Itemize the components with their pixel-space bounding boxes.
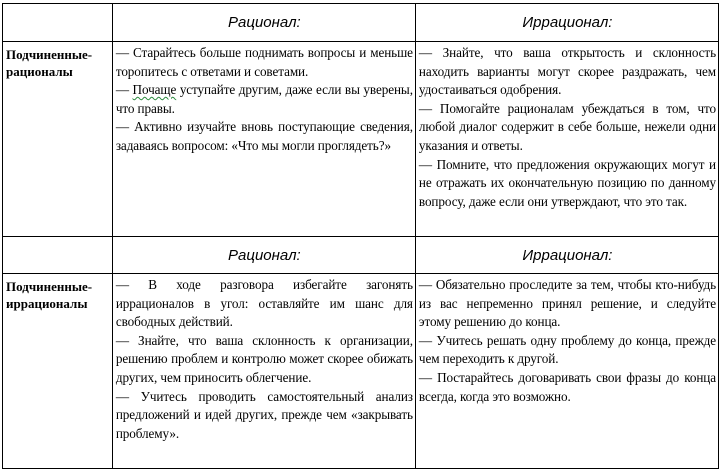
advice-paragraph: — Помните, что предложения окружающих могут и не отражать их окончательную позицию по данному вопросу, даже если они утверждают, что это так. [418,156,716,209]
advice-paragraph: — Знайте, что ваша склонность к организации, решению проблем и контролю может скорее обижать других, чем приносить облегчение. [115,332,413,385]
advice-paragraph: — Учитесь проводить самостоятельный анализ предложений и идей других, прежде чем «закрывать проблему». [115,388,413,441]
header-empty-cell [3,237,113,274]
advice-paragraph: — Помогайте рационалам убеждаться в том, что любой диалог содержит в себе больше, нежели одни указания и ответы. [418,100,716,153]
advice-table [2,3,719,469]
header-rational: Рационал: [112,237,415,274]
table-row [3,274,719,469]
advice-paragraph: — Постарайтесь договаривать свои фразы до конца всегда, когда это возможно. [418,369,716,404]
header-rational: Рационал: [112,4,415,42]
row-label-subordinate-irrationals: Подчиненные-иррационалы [3,274,113,469]
table-header-row [3,4,719,42]
header-irrational: Иррационал: [415,4,718,42]
cell-rational-advice [112,42,415,237]
spell-highlight: Почаще [132,82,177,98]
advice-paragraph: — Обязательно проследите за тем, чтобы кто-нибудь из вас непременно принял решение, и следуйте этому решению до конца. [418,277,716,330]
header-empty-cell [3,4,113,42]
advice-paragraph: — Старайтесь больше поднимать вопросы и меньше торопитесь с ответами и советами. [115,45,413,79]
cell-irrational-advice [415,274,718,469]
table-header-row [3,237,719,274]
advice-paragraph: — Активно изучайте вновь поступающие сведения, задаваясь вопросом: «Что мы могли проглядеть?» [115,119,413,153]
cell-rational-advice [112,274,415,469]
advice-paragraph: — Учитесь решать одну проблему до конца, прежде чем переходить к другой. [418,332,716,367]
advice-paragraph: — Почаще уступайте другим, даже если вы уверены, что правы. [115,82,413,116]
advice-paragraph: — Знайте, что ваша открытость и склонность находить варианты могут скорее раздражать, чем удостаиваться одобрения. [418,45,716,98]
header-irrational: Иррационал: [415,237,718,274]
row-label-subordinate-rationals: Подчиненные-рационалы [3,42,113,237]
table-row [3,42,719,237]
cell-irrational-advice [415,42,718,237]
advice-paragraph: — В ходе разговора избегайте загонять иррационалов в угол: оставляйте им шанс для свободных действий. [115,277,413,330]
